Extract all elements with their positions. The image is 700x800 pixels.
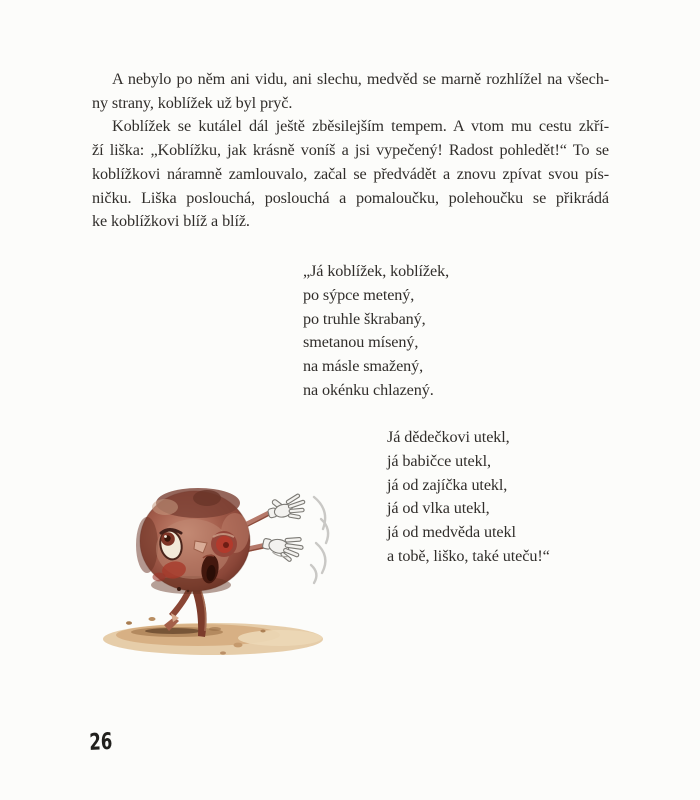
pebble: [234, 643, 243, 648]
story-line: ničku. Liška poslouchá, poslouchá a pomaloučku, polehoučku se přikrádá: [92, 188, 609, 207]
story-line: A nebylo po něm ani vidu, ani slechu, medvěd se marně rozhlížel na všech-: [112, 70, 609, 88]
pebble: [209, 627, 221, 631]
verse-line: po truhle škrabaný,: [303, 309, 426, 328]
verse-line: smetanou mísený,: [303, 333, 419, 352]
upper-glove-icon: [265, 492, 308, 526]
verse-line: „Já koblížek, koblížek,: [303, 262, 450, 280]
pebble: [126, 621, 132, 625]
pebble: [220, 651, 226, 654]
verse-line: já babičce utekl,: [387, 451, 491, 470]
story-line: Koblížek se kutálel dál ještě zběsilejším tempem. A vtom mu cestu zkří-: [112, 117, 609, 136]
motion-lines: [311, 497, 328, 583]
story-line: ny strany, koblížek už byl pryč.: [92, 93, 293, 112]
story-line: koblížkovi náramně zamlouvalo, začal se předvádět a znovu zpívat svou pís-: [92, 164, 609, 183]
verse-line: já od zajíčka utekl,: [387, 475, 508, 494]
koblizek-illustration-svg: [95, 473, 340, 669]
pebble: [260, 630, 265, 633]
koblizek-illustration: [95, 473, 340, 669]
verse-line: a tobě, liško, také uteču!“: [387, 546, 550, 565]
sand-ground: [103, 617, 323, 655]
verse-line: po sýpce metený,: [303, 285, 415, 304]
pebble: [149, 617, 156, 621]
story-line: ží liška: „Koblížku, jak krásně voníš a jsi vypečený! Radost pohledět!“ To se: [92, 141, 609, 160]
lower-glove-icon: [260, 530, 305, 564]
story-line: ke koblížkovi blíž a blíž.: [92, 212, 250, 231]
page-number: 26: [89, 728, 113, 756]
verse-line: na másle smažený,: [303, 357, 424, 376]
verse-line: Já dědečkovi utekl,: [387, 428, 510, 446]
song-verse-1: [303, 260, 449, 403]
verse-line: na okénku chlazený.: [303, 380, 434, 399]
song-verse-2: [387, 426, 550, 569]
verse-line: já od vlka utekl,: [387, 499, 490, 518]
story-text: [92, 68, 609, 234]
verse-line: já od medvěda utekl: [387, 523, 516, 542]
